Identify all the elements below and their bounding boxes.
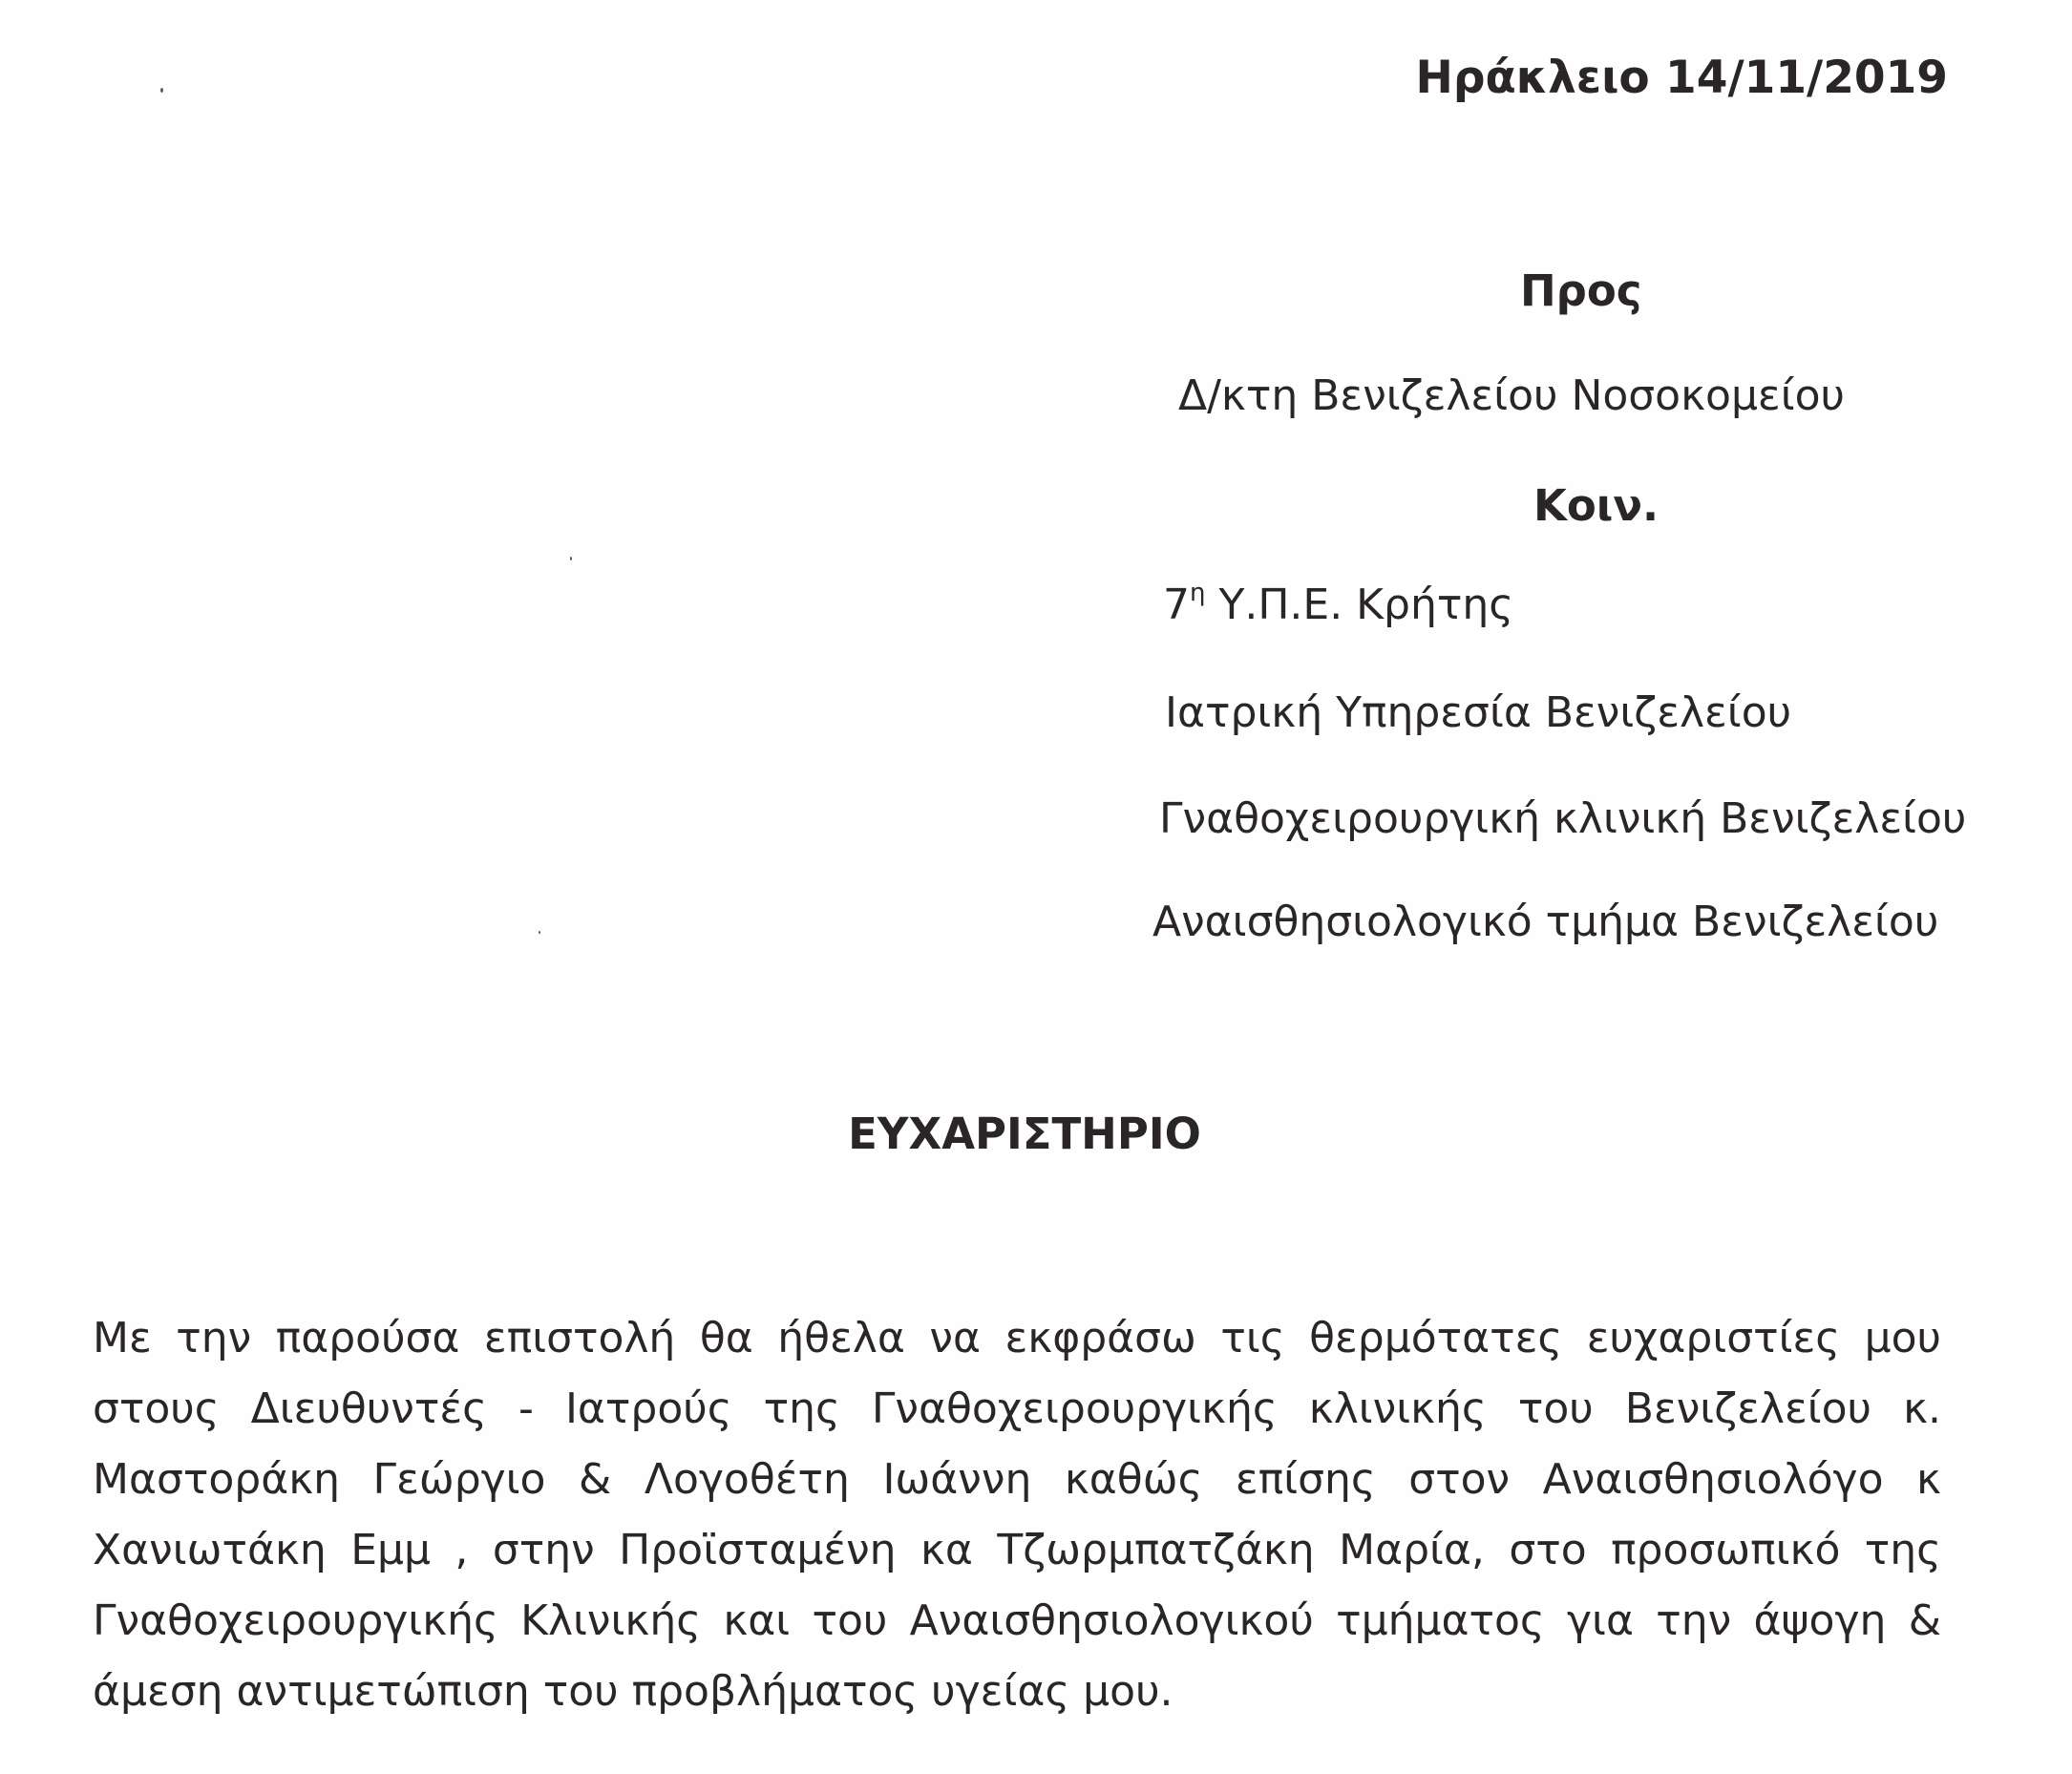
scan-speck	[570, 557, 572, 560]
cc-recipient-3: Γναθοχειρουργική κλινική Βενιζελείου	[1159, 794, 1967, 843]
cc-label: Κοιν.	[1533, 480, 1660, 531]
scan-speck	[539, 931, 540, 934]
cc-recipient-1-number: 7	[1163, 581, 1190, 629]
letter-body: Με την παρούσα επιστολή θα ήθελα να εκφράσω τις θερμότατες ευχαριστίες μου στους Διευθυντές - Ιατρούς της Γναθοχειρουργικής κλινικής του Βενιζελείου κ. Μαστοράκη Γεώργιο & Λογοθέτη Ιωάννη καθώς επίσης στον Αναισθησιολόγο κ Χανιωτάκη Εμμ , στην Προϊσταμένη κα Τζωρμπατζάκη Μαρία, στο προσωπικό της Γναθοχειρουργικής Κλινικής και του Αναισθησιολογικού τμήματος για την άψογη & άμεση αντιμετώπιση του προβλήματος υγείας μου.	[93, 1314, 1941, 1716]
cc-recipient-4: Αναισθησιολογικό τμήμα Βενιζελείου	[1152, 898, 1939, 946]
cc-recipient-2: Ιατρική Υπηρεσία Βενιζελείου	[1165, 688, 1792, 737]
scan-speck	[160, 88, 163, 93]
to-label: Προς	[1520, 265, 1642, 316]
document-title: ΕΥΧΑΡΙΣΤΗΡΙΟ	[848, 1109, 1201, 1159]
letter-date: Ηράκλειο 14/11/2019	[1415, 52, 1948, 104]
cc-recipient-1-text: Υ.Π.Ε. Κρήτης	[1205, 581, 1514, 629]
cc-recipient-1-superscript: η	[1190, 579, 1206, 607]
cc-recipient-1	[1163, 579, 1514, 629]
to-recipient: Δ/κτη Βενιζελείου Νοσοκομείου	[1178, 371, 1845, 420]
document-title-row	[0, 1109, 2072, 1159]
